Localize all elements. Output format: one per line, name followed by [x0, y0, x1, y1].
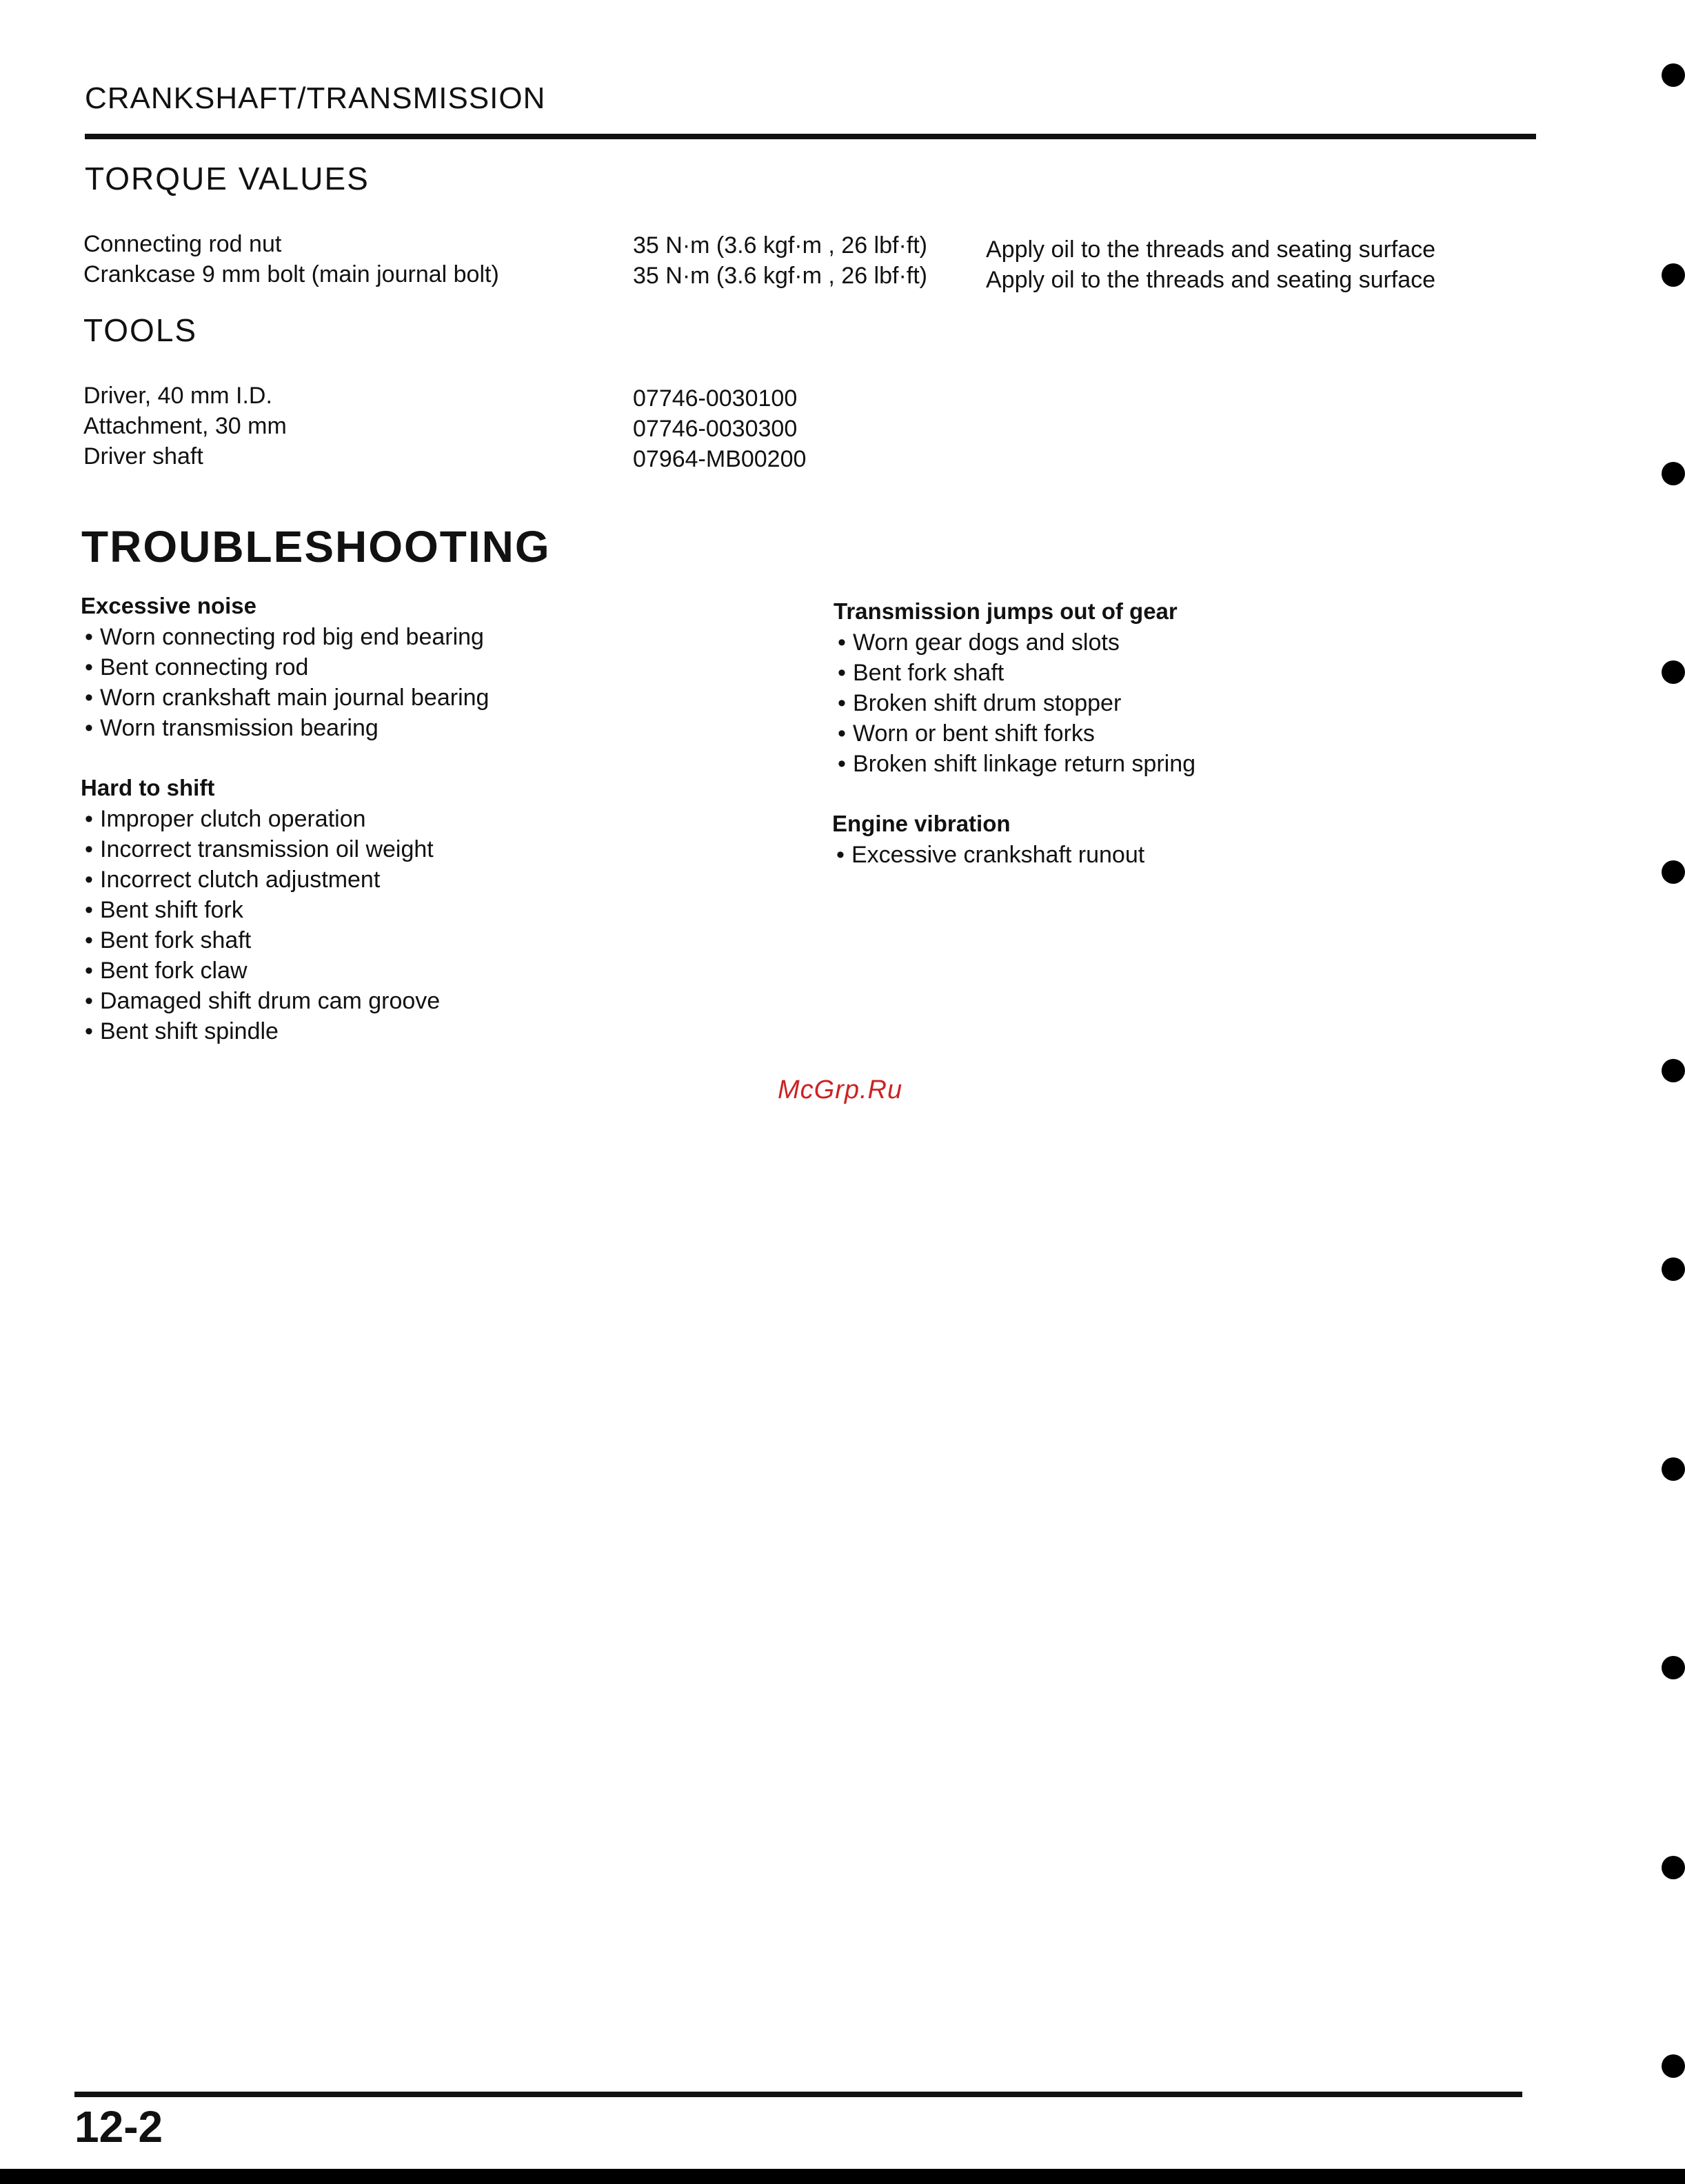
trouble-group-heading: Hard to shift: [81, 775, 215, 800]
binder-hole-icon: [1662, 1856, 1685, 1879]
trouble-cause-list: [832, 840, 1144, 870]
trouble-group-heading: Excessive noise: [81, 593, 257, 618]
trouble-cause-item: • Broken shift linkage return spring: [834, 749, 1195, 779]
torque-value: 35 N·m (3.6 kgf·m , 26 lbf·ft): [633, 232, 927, 259]
trouble-cause-item: • Bent fork shaft: [834, 658, 1195, 688]
torque-item: Crankcase 9 mm bolt (main journal bolt): [83, 261, 499, 287]
trouble-cause-item: • Worn gear dogs and slots: [834, 627, 1195, 658]
trouble-cause-item: • Worn connecting rod big end bearing: [81, 622, 489, 652]
torque-values-title: TORQUE VALUES: [85, 161, 370, 196]
trouble-cause-item: • Damaged shift drum cam groove: [81, 986, 440, 1016]
torque-note: Apply oil to the threads and seating surface: [986, 236, 1436, 263]
tool-part-number: 07746-0030100: [633, 385, 798, 412]
trouble-cause-item: • Excessive crankshaft runout: [832, 840, 1144, 870]
binder-hole-icon: [1662, 1656, 1685, 1679]
torque-note: Apply oil to the threads and seating surface: [986, 267, 1436, 293]
tool-item: Driver shaft: [83, 443, 203, 469]
binder-hole-icon: [1662, 462, 1685, 485]
tools-title: TOOLS: [83, 312, 198, 348]
trouble-group-excessive-noise: [81, 593, 489, 743]
binder-hole-icon: [1662, 1457, 1685, 1481]
trouble-cause-item: • Bent fork claw: [81, 956, 440, 986]
header-title: CRANKSHAFT/TRANSMISSION: [85, 81, 546, 115]
torque-value: 35 N·m (3.6 kgf·m , 26 lbf·ft): [633, 263, 927, 289]
trouble-cause-item: • Worn or bent shift forks: [834, 718, 1195, 749]
binder-hole-icon: [1662, 1257, 1685, 1281]
binder-hole-icon: [1662, 860, 1685, 884]
binder-hole-icon: [1662, 2054, 1685, 2078]
trouble-group-engine-vibration: [832, 811, 1144, 870]
tool-part-number: 07746-0030300: [633, 416, 798, 442]
trouble-group-heading: Transmission jumps out of gear: [834, 598, 1178, 624]
trouble-cause-list: [834, 627, 1195, 779]
page-bottom-edge: [0, 2169, 1685, 2184]
footer-divider: [74, 2092, 1522, 2097]
trouble-cause-item: • Improper clutch operation: [81, 804, 440, 834]
trouble-cause-item: • Broken shift drum stopper: [834, 688, 1195, 718]
trouble-cause-item: • Worn crankshaft main journal bearing: [81, 682, 489, 713]
tool-item: Attachment, 30 mm: [83, 413, 287, 439]
binder-hole-icon: [1662, 63, 1685, 87]
tool-item: Driver, 40 mm I.D.: [83, 383, 272, 409]
trouble-cause-list: [81, 804, 440, 1046]
binder-hole-icon: [1662, 1059, 1685, 1082]
trouble-group-hard-to-shift: [81, 775, 440, 1046]
trouble-cause-item: • Bent fork shaft: [81, 925, 440, 956]
trouble-group-jumps-out-of-gear: [834, 598, 1195, 779]
trouble-cause-list: [81, 622, 489, 743]
torque-item: Connecting rod nut: [83, 231, 282, 257]
page-number: 12-2: [74, 2102, 163, 2152]
watermark-text: McGrp.Ru: [778, 1075, 903, 1104]
binder-hole-icon: [1662, 660, 1685, 684]
trouble-cause-item: • Worn transmission bearing: [81, 713, 489, 743]
trouble-group-heading: Engine vibration: [832, 811, 1011, 836]
trouble-cause-item: • Bent connecting rod: [81, 652, 489, 682]
trouble-cause-item: • Incorrect clutch adjustment: [81, 865, 440, 895]
binder-hole-icon: [1662, 263, 1685, 287]
trouble-cause-item: • Bent shift spindle: [81, 1016, 440, 1046]
trouble-cause-item: • Incorrect transmission oil weight: [81, 834, 440, 865]
header-divider: [85, 134, 1536, 139]
tool-part-number: 07964-MB00200: [633, 446, 807, 472]
trouble-cause-item: • Bent shift fork: [81, 895, 440, 925]
troubleshooting-title: TROUBLESHOOTING: [81, 522, 551, 572]
